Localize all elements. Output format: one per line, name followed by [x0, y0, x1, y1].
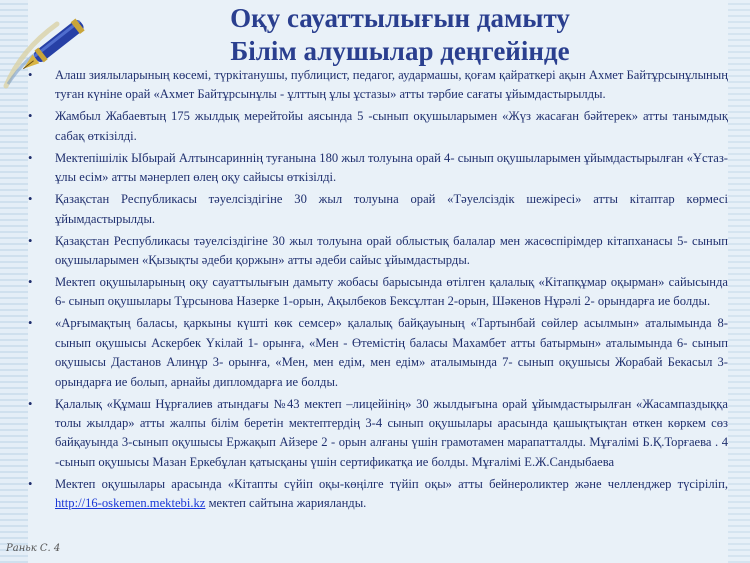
bullet-icon: • [28, 275, 33, 290]
list-item-text: Қазақстан Республикасы тәуелсіздігіне 30 жыл толуына орай «Тәуелсіздік шежіресі» атты кітаптар көрмесі ұйымдастырылды. [55, 192, 728, 226]
list-item-text-after: мектеп сайтына жарияланды. [208, 496, 367, 511]
bullet-icon: • [28, 109, 33, 124]
list-item-text: Қазақстан Республикасы тәуелсіздігіне 30 жыл толуына орай облыстық балалар мен жасөспірімдер кітапханасы 5- сынып оқушыларымен «Қызықты әдеби қоржын» атты әдеби сайыс ұйымдастырды. [55, 233, 728, 268]
bullet-icon: • [28, 396, 33, 411]
bullet-icon: • [28, 476, 33, 491]
list-item-text: Алаш зиялыларының көсемі, түркітанушы, публицист, педагог, аудармашы, қоғам қайраткері ақын Ахмет Байтұрсынұлының туған күніне орай «Ахмет Байтұрсынұлы - ұлттың ұлы ұстазы» атты тәрбие сағаты ұйымдастырылды. [55, 68, 728, 102]
list-item [28, 232, 728, 271]
list-item-text: Жамбыл Жабаевтың 175 жылдық мерейтойы аясында 5 -сынып оқушыларымен «Жүз жасаған бәйтерек» атты танымдық сабақ өткізілді. [55, 109, 728, 143]
list-item [28, 107, 728, 146]
page-title [120, 2, 680, 68]
list-item-text: Мектеп оқушыларының оқу сауаттылығын дамыту жобасы барысында өтілген қалалық «Кітапқұмар оқырман» сайысында 6- сынып оқушылары Тұрсынова Назерке 1-орын, Ақылбеков Бексұлтан 2-орын, Шәкенов Нұрәлі 2- орындарға ие болды. [55, 275, 728, 309]
list-item [28, 149, 728, 188]
bullet-icon: • [28, 192, 33, 207]
bullet-icon: • [28, 316, 33, 331]
bullet-icon: • [28, 233, 33, 248]
right-border-decoration [728, 0, 750, 563]
list-item [28, 314, 728, 392]
bullet-icon: • [28, 68, 33, 82]
activity-list [28, 66, 728, 516]
list-item [28, 273, 728, 312]
list-item-text: Қалалық «Құмаш Нұрғалиев атындағы №43 мектеп –лицейінің» 30 жылдығына орай ұйымдастырылған «Жасампаздыққа толы жылдар» атты жалпы білім беретін мектептердің 3-4 сынып оқушылары арасында қашықтықтан өткен көркем сөз байқауында 3-сынып оқушысы Ержақып Айзере 2 - орын алғаны үшін грамотамен марапатталды. Мұғалімі Б.Қ.Торғаева . 4 -сынып оқушысы Мазан Еркебұлан қатысқаны үшін сертификатқа ие болды. Мұғалімі Е.Ж.Сандыбаева [55, 396, 728, 469]
list-item [28, 475, 728, 514]
list-item [28, 395, 728, 473]
title-line-2: Білім алушылар деңгейінде [230, 36, 570, 66]
list-item-text: «Арғымақтың баласы, қаркыны күшті көк семсер» қалалық байқауының «Тартынбай сөйлер асылмын» аталымында 8- сынып оқушысы Аскербек Үкілай 1- орынға, «Мен - Өтемістің баласы Махамбет атты батырмын» аталымында 6- сынып оқушысы Дастанов Алинұр 3- орынға, «Мен, мен едім, мен едім» аталымында 7- сынып оқушысы Жорабай Бекасыл 3- орындарға ие болып, арнайы дипломдарға ие болды. [55, 316, 728, 389]
list-item [28, 66, 728, 105]
handwritten-signature: Раньк С. 4 [6, 543, 61, 554]
title-line-1: Оқу сауаттылығын дамыту [230, 3, 570, 33]
list-item-text: Мектеп оқушылары арасында «Кітапты сүйіп оқы-көңілге түйіп оқы» атты бейнероликтер және челленджер түсіріліп, [55, 476, 728, 491]
school-website-link[interactable]: http://16-oskemen.mektebi.kz [55, 496, 206, 511]
list-item [28, 190, 728, 229]
list-item-text: Мектепішілік Ыбырай Алтынсариннің туғанына 180 жыл толуына орай 4- сынып оқушыларымен ұйымдастырылған «Ұстаз-ұлы есім» атты мәнерлеп өлең оқу сайысы өткізілді. [55, 150, 728, 185]
bullet-icon: • [28, 150, 33, 165]
